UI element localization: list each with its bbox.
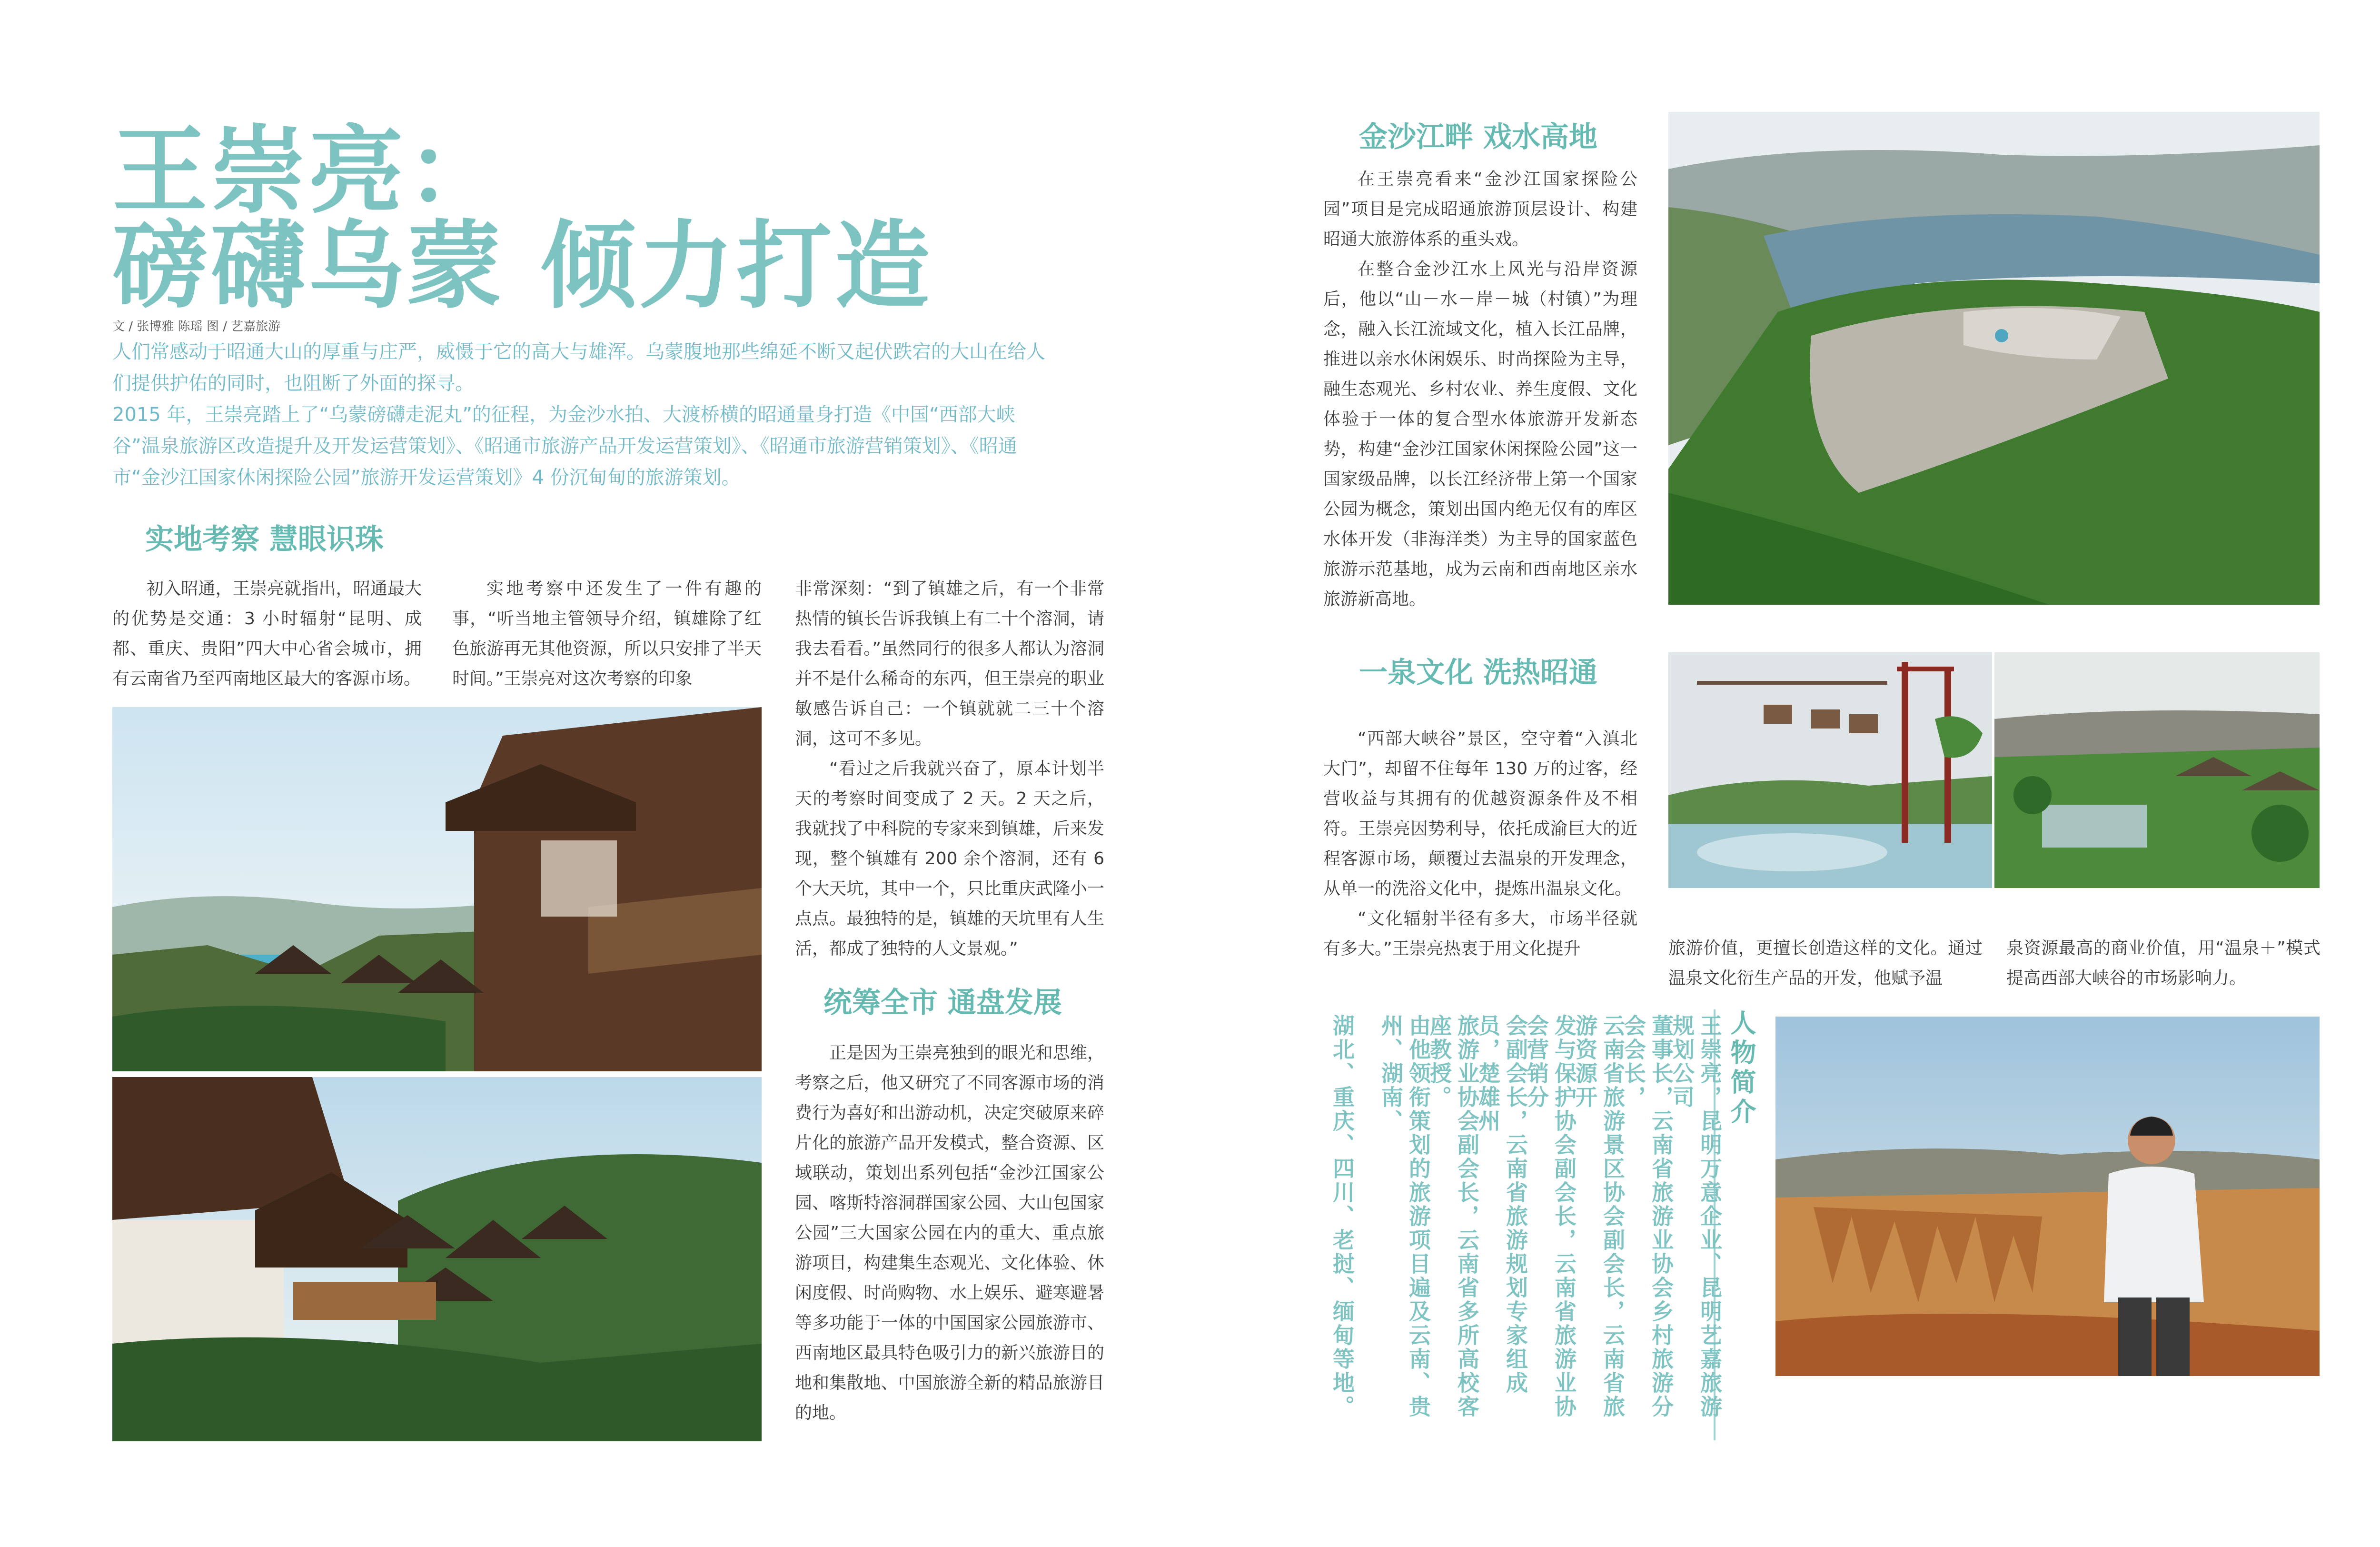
hot-spring-swing [1668, 652, 1992, 888]
col4-paragraph-2: 在整合金沙江水上风光与沿岸资源后，他以“山－水－岸－城（村镇）”为理念，融入长江流域文化，植入长江品牌，推进以亲水休闲娱乐、时尚探险为主导，融生态观光、乡村农业、养生度假、文化体验于一体的复合型水体旅游开发新态势，构建“金沙江国家休闲探险公园”这一国家级品牌，以长江经济带上第一个国家公园为概念，策划出国内绝无仅有的库区水体开发（非海洋类）为主导的国家蓝色旅游示范基地，成为云南和西南地区亲水旅游新高地。 [1323, 259, 1637, 609]
profile-line-7: 由他领衔策划的旅游项目遍及云南、贵州、湖南、 [1378, 1014, 1431, 1419]
col5-paragraph-2: “文化辐射半径有多大，市场半径就有多大。”王崇亮热衷于用文化提升 [1323, 909, 1637, 958]
col1-paragraph: 初入昭通，王崇亮就指出，昭通最大的优势是交通：3 小时辐射“昆明、成都、重庆、贵阳”四大中心省会城市，拥有云南省乃至西南地区最大的客源市场。 [112, 579, 422, 689]
lead-text [112, 336, 1052, 493]
col7-paragraph: 泉资源最高的商业价值，用“温泉＋”模式提高西部大峡谷的市场影响力。 [2006, 938, 2320, 988]
column-5 [1323, 724, 1637, 964]
resort-rendering-2 [112, 1077, 762, 1441]
lead-paragraph-1: 人们常感动于昭通大山的厚重与庄严，威慑于它的高大与雄浑。乌蒙腹地那些绵延不断又起伏跌宕的大山在给人们提供护佑的同时，也阻断了外面的探寻。 [112, 341, 1045, 394]
column-2 [452, 574, 762, 694]
section-heading-1: 实地考察 慧眼识珠 [145, 523, 384, 556]
aerial-river-town [1668, 112, 2320, 605]
col3-paragraph-2: “看过之后我就兴奋了，原本计划半天的考察时间变成了 2 天。2 天之后，我就找了中科院的专家来到镇雄，后来发现，整个镇雄有 200 余个溶洞，还有 6 个大天坑，其中一个，只比重庆武隆小一点点。最独特的是，镇雄的天坑里有人生活，都成了独特的人文景观。” [795, 759, 1104, 958]
section-heading-3: 金沙江畔 戏水高地 [1359, 120, 1597, 154]
col3b-paragraph: 正是因为王崇亮独到的眼光和思维，考察之后，他又研究了不同客源市场的消费行为喜好和出游动机，决定突破原来碎片化的旅游产品开发模式，整合资源、区域联动，策划出系列包括“金沙江国家公园、喀斯特溶洞群国家公园、大山包国家公园”三大国家公园在内的重大、重点旅游项目，构建集生态观光、文化体验、休闲度假、时尚购物、水上娱乐、避寒避暑等多功能于一体的中国国家公园旅游市、西南地区最具特色吸引力的新兴旅游目的地和集散地、中国旅游全新的精品旅游目的地。 [795, 1043, 1104, 1423]
profile-line-3: 云南省旅游景区协会副会长，云南省旅游资源开 [1572, 1014, 1626, 1419]
column-3 [795, 574, 1104, 964]
lead-paragraph-2: 2015 年，王崇亮踏上了“乌蒙磅礴走泥丸”的征程，为金沙水拍、大渡桥横的昭通量身打造《中国“西部大峡谷”温泉旅游区改造提升及开发运营策划》、《昭通市旅游产品开发运营策划》、《昭通市旅游营销策划》、《昭通市“金沙江国家休闲探险公园”旅游开发运营策划》4 份沉甸甸的旅游策划。 [112, 404, 1017, 489]
page-title-line1: 王崇亮： [112, 116, 505, 227]
col3-paragraph-1: 非常深刻：“到了镇雄之后，有一个非常热情的镇长告诉我镇上有二十个溶洞，请我去看看。”虽然同行的很多人都认为溶洞并不是什么稀奇的东西，但王崇亮的职业敏感告诉自己：一个镇就就二三十个溶洞，这可不多见。 [795, 579, 1104, 749]
profile-line-1: 王崇亮，昆明万意企业、昆明艺嘉旅游规划公司 [1669, 1014, 1723, 1419]
column-7 [2006, 933, 2320, 993]
section-heading-2: 统筹全市 通盘发展 [823, 986, 1062, 1019]
profile-line-2: 董事长，云南省旅游业协会乡村旅游分会会长， [1621, 1014, 1674, 1419]
section-heading-4: 一泉文化 洗热昭通 [1359, 656, 1597, 689]
column-4 [1323, 164, 1637, 614]
column-6 [1668, 933, 1983, 993]
portrait-canyon [1775, 1017, 2320, 1376]
profile-line-6: 旅游业协会副会长，云南省多所高校客座教授。 [1427, 1014, 1480, 1419]
page-title-line2: 磅礴乌蒙 倾力打造 [112, 211, 933, 322]
byline: 文 / 张博雅 陈瑶 图 / 艺嘉旅游 [112, 319, 281, 334]
col6-paragraph: 旅游价值，更擅长创造这样的文化。通过温泉文化衍生产品的开发，他赋予温 [1668, 938, 1983, 988]
profile-line-8: 湖北、重庆、四川、老挝、缅甸等地。 [1329, 1014, 1355, 1419]
profile-heading: 人物简介 [1726, 1009, 1756, 1128]
column-1 [112, 574, 422, 694]
col4-paragraph-1: 在王崇亮看来“金沙江国家探险公园”项目是完成昭通旅游顶层设计、构建昭通大旅游体系的重头戏。 [1323, 170, 1637, 249]
profile-line-4: 发与保护协会副会长，云南省旅游业协会营销分 [1524, 1014, 1577, 1419]
col2-paragraph: 实地考察中还发生了一件有趣的事，“听当地主管领导介绍，镇雄除了红色旅游再无其他资源，所以只安排了半天时间。”王崇亮对这次考察的印象 [452, 579, 762, 689]
profile-line-5: 会副会长，云南省旅游规划专家组成员，楚雄州 [1475, 1014, 1528, 1395]
col5-paragraph-1: “西部大峡谷”景区，空守着“入滇北大门”，却留不住每年 130 万的过客，经营收益与其拥有的优越资源条件及不相符。王崇亮因势利导，依托成渝巨大的近程客源市场，颠覆过去温泉的开发理念，从单一的洗浴文化中，提炼出温泉文化。 [1323, 729, 1637, 898]
column-3b [795, 1038, 1104, 1428]
resort-rendering-1 [112, 707, 762, 1071]
village-garden [1994, 652, 2320, 888]
